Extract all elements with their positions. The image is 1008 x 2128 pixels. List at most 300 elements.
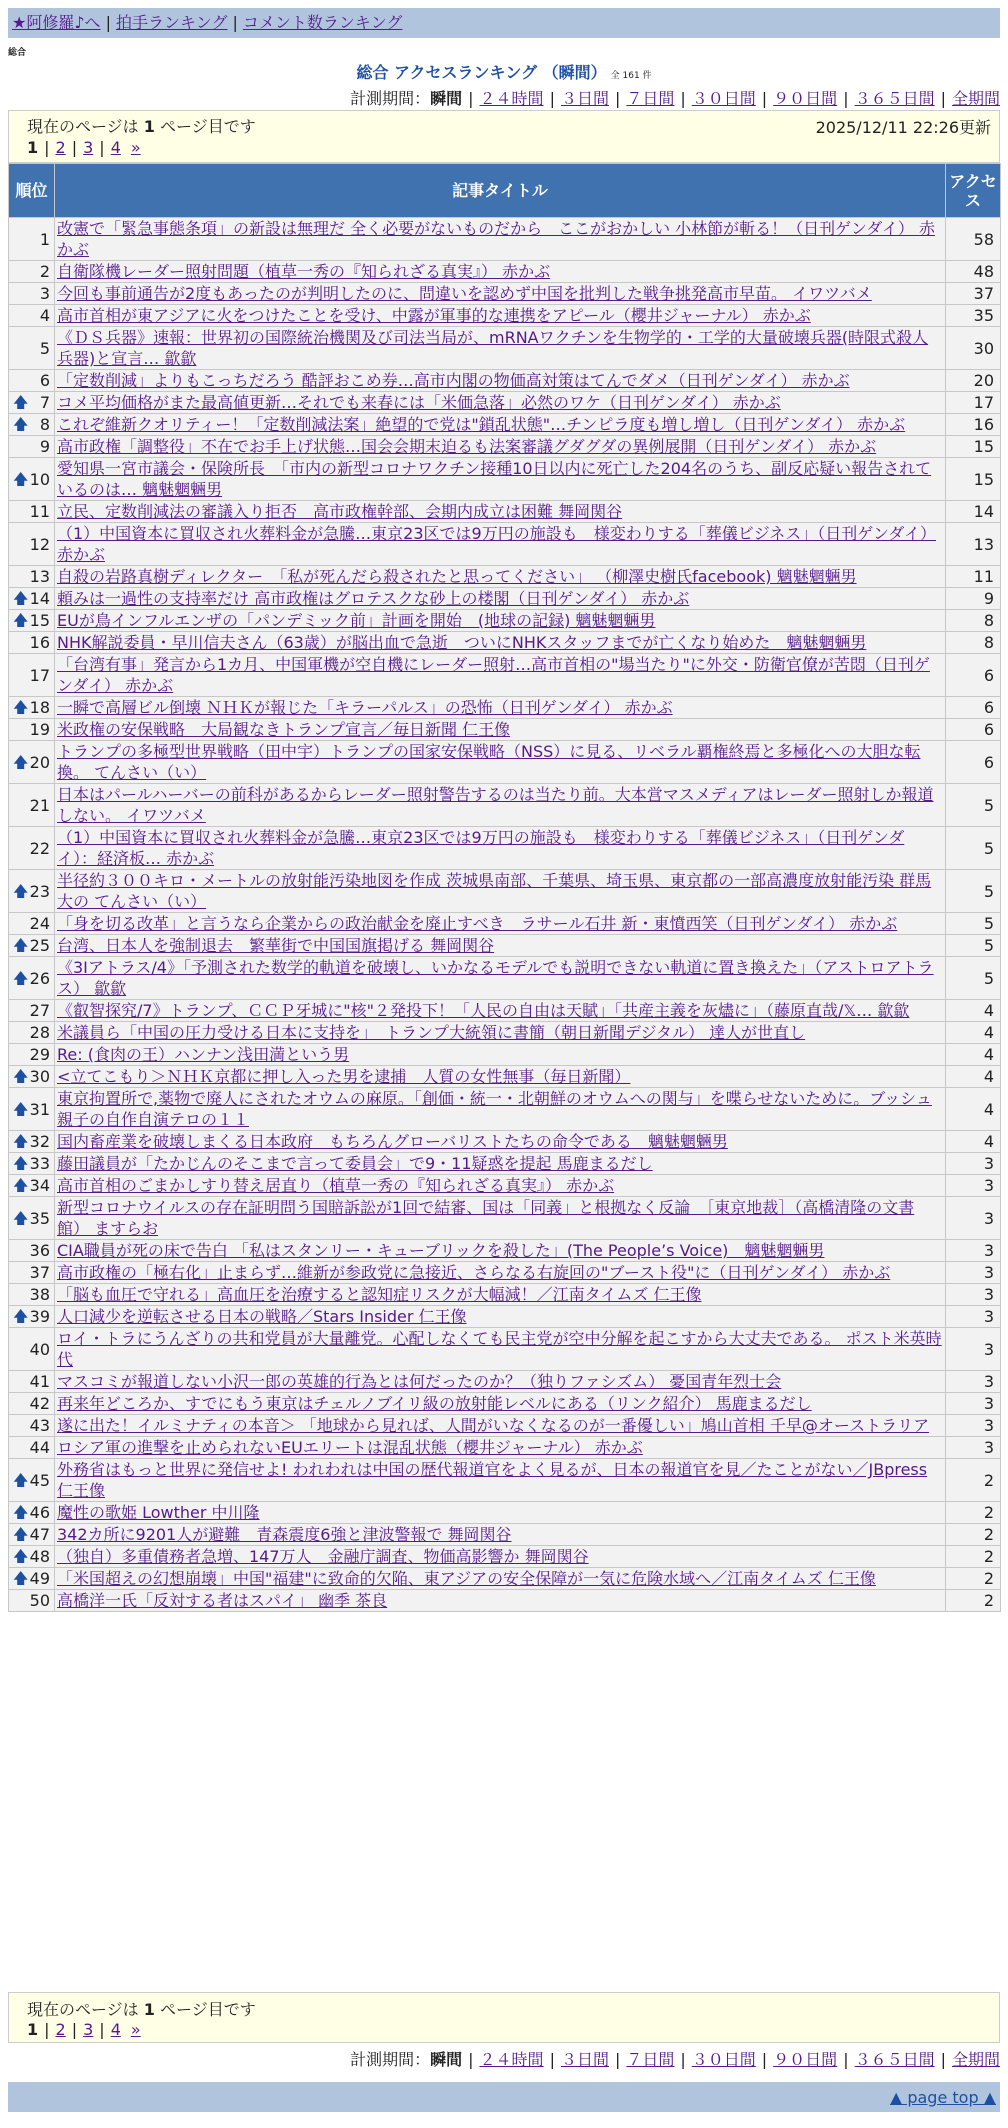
article-link[interactable]: 高市首相のごまかしすり替え居直り（植草一秀の『知られざる真実』） 赤かぶ — [57, 1176, 615, 1195]
rank-number: 35 — [29, 1208, 50, 1228]
access-count: 4 — [946, 1000, 1001, 1022]
access-count: 4 — [946, 1088, 1001, 1131]
article-link[interactable]: 「身を切る改革」と言うなら企業からの政治献金を廃止すべき ラサール石井 新・東憤西笑（日刊ゲンダイ） 赤かぶ — [57, 914, 898, 933]
article-link[interactable]: マスコミが報道しない小沢一郎の英雄的行為とは何だったのか？（独りファシズム） 憂国青年烈士会 — [57, 1372, 782, 1391]
period-7d[interactable]: ７日間 — [626, 2050, 675, 2069]
rank-number: 4 — [39, 306, 50, 325]
article-link[interactable]: 高橋洋一氏「反対する者はスパイ」 幽季 茶良 — [57, 1591, 388, 1610]
pager-page-4[interactable]: 4 — [110, 2020, 121, 2039]
rank-number: 30 — [29, 1067, 50, 1086]
page-info-box-top — [8, 110, 1000, 163]
table-row — [9, 305, 1001, 327]
rank-cell — [9, 436, 55, 458]
table-row — [9, 697, 1001, 719]
table-row — [9, 1568, 1001, 1590]
rank-up-arrow-icon: 🡅 — [13, 1547, 29, 1565]
article-link[interactable]: 高市政権の「極右化」止まらず…維新が参政党に急接近、さらなる右旋回の"ブースト役"に（日刊ゲンダイ） 赤かぶ — [57, 1263, 891, 1282]
pager-page-2[interactable]: 2 — [55, 2020, 66, 2039]
rank-number: 9 — [39, 437, 50, 456]
rank-cell — [9, 1590, 55, 1612]
title-cell — [55, 1415, 946, 1437]
table-row — [9, 741, 1001, 784]
rank-up-arrow-icon: 🡅 — [13, 752, 29, 771]
period-7d[interactable]: ７日間 — [626, 89, 675, 108]
ranking-table — [8, 163, 1001, 1612]
access-count: 8 — [946, 610, 1001, 632]
rank-number: 1 — [39, 229, 50, 249]
nav-link-asyura[interactable]: ★阿修羅♪へ — [12, 13, 101, 32]
rank-up-arrow-icon: 🡅 — [13, 968, 29, 987]
title-cell — [55, 913, 946, 935]
period-90d[interactable]: ９０日間 — [773, 89, 838, 108]
article-link[interactable]: 新型コロナウイルスの存在証明問う国賠訴訟が1回で結審、国は「同義」と根拠なく反論 ［東京地裁］（高橋清隆の文書館） ますらお — [57, 1198, 915, 1238]
rank-cell — [9, 1197, 55, 1240]
pager-page-3[interactable]: 3 — [83, 138, 94, 157]
article-link[interactable]: （1）中国資本に買収され火葬料金が急騰…東京23区では9万円の施設も 様変わりする「葬儀ビジネス」（日刊ゲンダイ） 赤かぶ — [57, 524, 936, 564]
rank-cell — [9, 588, 55, 610]
access-count: 5 — [946, 957, 1001, 1000]
access-count: 5 — [946, 784, 1001, 827]
title-cell — [55, 784, 946, 827]
table-row — [9, 957, 1001, 1000]
rank-cell — [9, 392, 55, 414]
period-24h[interactable]: ２４時間 — [479, 89, 544, 108]
nav-link-comment-ranking[interactable]: コメント数ランキング — [242, 13, 403, 32]
rank-up-arrow-icon: 🡅 — [13, 393, 29, 411]
article-link[interactable]: トランプの多極型世界戦略（田中宇）トランプの国家安保戦略（NSS）に見る、リベラル覇権終焉と多極化への大胆な転換。 てんさい（い） — [57, 742, 921, 782]
rank-cell — [9, 1415, 55, 1437]
article-link[interactable]: NHK解説委員・早川信夫さん（63歳）が脳出血で急逝 ついにNHKスタッフまでが亡くなり始めた 魑魅魍魎男 — [57, 633, 867, 652]
rank-up-arrow-icon: 🡅 — [13, 469, 29, 488]
rank-number: 40 — [29, 1339, 50, 1359]
rank-up-arrow-icon: 🡅 — [13, 415, 29, 433]
table-row — [9, 218, 1001, 261]
rank-cell — [9, 1088, 55, 1131]
rank-up-arrow-icon: 🡅 — [13, 698, 29, 716]
period-current: 瞬間 — [430, 89, 463, 108]
article-link[interactable]: 今回も事前通告が2度もあったのが判明したのに、問違いを認めず中国を批判した戦争挑発高市早苗。 イワツバメ — [57, 284, 872, 303]
table-row — [9, 1393, 1001, 1415]
rank-number: 45 — [29, 1470, 50, 1490]
article-link[interactable]: 《3Iアトラス/4》「予測された数学的軌道を破壊し、いかなるモデルでも説明できない軌道に置き換えた」（アストロアトラス） 歙歙 — [57, 958, 934, 998]
access-count: 9 — [946, 588, 1001, 610]
rank-number: 7 — [39, 393, 50, 412]
title-cell — [55, 1328, 946, 1371]
article-link[interactable]: 日本はパールハーバーの前科があるからレーダー照射警告するのは当たり前。大本営マスメディアはレーダー照射しか報道しない。 イワツバメ — [57, 785, 934, 825]
rank-number: 28 — [29, 1023, 50, 1042]
rank-cell — [9, 870, 55, 913]
title-cell — [55, 1393, 946, 1415]
rank-cell — [9, 370, 55, 392]
period-30d[interactable]: ３０日間 — [691, 89, 756, 108]
rank-number: 10 — [29, 469, 50, 489]
article-link[interactable]: 「脳も血圧で守れる」高血圧を治療すると認知症リスクが大幅減！／江南タイムズ 仁王像 — [57, 1285, 702, 1304]
rank-cell — [9, 1044, 55, 1066]
access-count: 4 — [946, 1131, 1001, 1153]
article-link[interactable]: 遂に出た！イルミナティの本音＞ 「地球から見れば、人間がいなくなるのが一番優しい」鳩山首相 千早@オーストラリア — [57, 1416, 930, 1435]
article-link[interactable]: <立てこもり＞ＮＨＫ京都に押し入った男を逮捕 人質の女性無事（毎日新聞） — [57, 1067, 631, 1086]
rank-up-arrow-icon: 🡅 — [13, 1154, 29, 1172]
article-link[interactable]: 「米国超えの幻想崩壊」中国"福建"に致命的欠陥、東アジアの安全保障が一気に危険水域へ／江南タイムズ 仁王像 — [57, 1569, 876, 1588]
title-cell — [55, 436, 946, 458]
period-all[interactable]: 全期間 — [951, 89, 1000, 108]
pager-top: 1 | 2 | 3 | 4 » — [27, 138, 141, 157]
rank-cell — [9, 1153, 55, 1175]
article-link[interactable]: 一瞬で高層ビル倒壊 ＮＨＫが報じた「キラーパルス」の恐怖（日刊ゲンダイ） 赤かぶ — [57, 698, 673, 717]
access-count: 3 — [946, 1393, 1001, 1415]
rank-cell — [9, 1262, 55, 1284]
period-selector-top: 計測期間：瞬間 | ２４時間 | ３日間 | ７日間 | ３０日間 | ９０日間 | ３６５日間 | 全期間 — [350, 89, 1000, 108]
title-cell — [55, 414, 946, 436]
table-row — [9, 370, 1001, 392]
rank-cell — [9, 741, 55, 784]
article-link[interactable]: 《ＤＳ兵器》速報：世界初の国際統治機関及び司法当局が、mRNAワクチンを生物学的・工学的大量破壊兵器(時限式殺人兵器)と宣言… 歙歙 — [57, 328, 929, 368]
rank-cell — [9, 1568, 55, 1590]
period-365d[interactable]: ３６５日間 — [854, 2050, 935, 2069]
rank-number: 16 — [29, 633, 50, 652]
total-count: 全 161 件 — [610, 71, 652, 81]
access-count: 4 — [946, 1044, 1001, 1066]
title-cell — [55, 1197, 946, 1240]
rank-cell — [9, 1175, 55, 1197]
pager-page-3[interactable]: 3 — [83, 2020, 94, 2039]
access-count: 2 — [946, 1546, 1001, 1568]
access-count: 3 — [946, 1328, 1001, 1371]
rank-up-arrow-icon: 🡅 — [13, 1503, 29, 1521]
rank-number: 27 — [29, 1001, 50, 1020]
article-link[interactable]: CIA職員が死の床で告白 「私はスタンリー・キューブリックを殺した」(The People’s Voice) 魑魅魍魎男 — [57, 1241, 825, 1260]
rank-cell — [9, 1306, 55, 1328]
rank-up-arrow-icon: 🡅 — [13, 1099, 29, 1118]
access-count: 6 — [946, 741, 1001, 784]
period-90d[interactable]: ９０日間 — [773, 2050, 838, 2069]
table-row — [9, 1153, 1001, 1175]
rank-up-arrow-icon: 🡅 — [13, 611, 29, 629]
table-row — [9, 1044, 1001, 1066]
period-all[interactable]: 全期間 — [951, 2050, 1000, 2069]
access-count: 2 — [946, 1459, 1001, 1502]
rank-number: 26 — [29, 968, 50, 988]
rank-number: 25 — [29, 936, 50, 955]
rank-up-arrow-icon: 🡅 — [13, 1067, 29, 1085]
nav-separator: | — [232, 13, 238, 32]
access-count: 3 — [946, 1306, 1001, 1328]
category-label: 総合 — [8, 48, 27, 58]
title-cell — [55, 566, 946, 588]
access-count: 58 — [946, 218, 1001, 261]
title-cell — [55, 1437, 946, 1459]
title-cell — [55, 1459, 946, 1502]
access-count: 4 — [946, 1022, 1001, 1044]
article-link[interactable]: 米政権の安保戦略 大局観なきトランプ宣言／毎日新聞 仁王像 — [57, 720, 511, 739]
article-link[interactable]: 米議員ら「中国の圧力受ける日本に支持を」 トランプ大統領に書簡（朝日新聞デジタル） 達人が世直し — [57, 1023, 806, 1042]
rank-cell — [9, 935, 55, 957]
access-count: 15 — [946, 458, 1001, 501]
rank-number: 39 — [29, 1307, 50, 1326]
access-count: 8 — [946, 632, 1001, 654]
period-365d[interactable]: ３６５日間 — [854, 89, 935, 108]
period-3d[interactable]: ３日間 — [560, 89, 609, 108]
top-nav-bar — [8, 8, 1000, 38]
pager-page-4[interactable]: 4 — [110, 138, 121, 157]
title-cell — [55, 1175, 946, 1197]
article-link[interactable]: 人口減少を逆転させる日本の戦略／Stars Insider 仁王像 — [57, 1307, 467, 1326]
access-count: 30 — [946, 327, 1001, 370]
rank-number: 3 — [39, 284, 50, 303]
article-link[interactable]: 342カ所に9201人が避難 青森震度6強と津波警報で 舞岡関谷 — [57, 1525, 512, 1544]
title-cell — [55, 957, 946, 1000]
article-link[interactable]: 自衛隊機レーダー照射問題（植草一秀の『知られざる真実』） 赤かぶ — [57, 262, 551, 281]
rank-cell — [9, 784, 55, 827]
table-row — [9, 1437, 1001, 1459]
table-row — [9, 566, 1001, 588]
access-count: 5 — [946, 870, 1001, 913]
article-link[interactable]: 立民、定数削減法の審議入り拒否 高市政権幹部、会期内成立は困難 舞岡関谷 — [57, 502, 623, 521]
table-row — [9, 1306, 1001, 1328]
rank-number: 31 — [29, 1099, 50, 1119]
rank-up-arrow-icon: 🡅 — [13, 1307, 29, 1325]
title-cell — [55, 392, 946, 414]
rank-number: 37 — [29, 1263, 50, 1282]
rank-number: 33 — [29, 1154, 50, 1173]
title-cell — [55, 588, 946, 610]
article-link[interactable]: 頼みは一過性の支持率だけ 高市政権はグロテスクな砂上の楼閣（日刊ゲンダイ） 赤かぶ — [57, 589, 690, 608]
rank-cell — [9, 1328, 55, 1371]
rank-up-arrow-icon: 🡅 — [13, 881, 29, 900]
rank-up-arrow-icon: 🡅 — [13, 1132, 29, 1150]
table-row — [9, 261, 1001, 283]
article-link[interactable]: 藤田議員が「たかじんのそこまで言って委員会」で9・11疑惑を提起 馬鹿まるだし — [57, 1154, 653, 1173]
title-cell — [55, 523, 946, 566]
article-link[interactable]: ロイ・トラにうんざりの共和党員が大量離党。心配しなくても民主党が空中分解を起こすから大丈夫である。 ポスト米英時代 — [57, 1329, 942, 1369]
access-count: 15 — [946, 436, 1001, 458]
title-cell — [55, 610, 946, 632]
table-row — [9, 1088, 1001, 1131]
access-count: 48 — [946, 261, 1001, 283]
article-link[interactable]: 外務省はもっと世界に発信せよ! われわれは中国の歴代報道官をよく見るが、日本の報道官を見／たことがない／JBpress 仁王像 — [57, 1460, 928, 1500]
table-row — [9, 458, 1001, 501]
rank-number: 48 — [29, 1547, 50, 1566]
table-row — [9, 1000, 1001, 1022]
article-link[interactable]: これぞ維新クオリティー！「定数削減法案」絶望的で党は"鎖乱状態"…チンピラ度も増し増し（日刊ゲンダイ） 赤かぶ — [57, 415, 906, 434]
title-cell — [55, 1066, 946, 1088]
access-count: 6 — [946, 719, 1001, 741]
table-row — [9, 327, 1001, 370]
table-row — [9, 1546, 1001, 1568]
title-cell — [55, 741, 946, 784]
rank-cell — [9, 1066, 55, 1088]
rank-number: 46 — [29, 1503, 50, 1522]
article-link[interactable]: 半径約３００キロ・メートルの放射能汚染地図を作成 茨城県南部、千葉県、埼玉県、東京都の一部高濃度放射能汚染 群馬大の てんさい（い） — [57, 871, 932, 911]
rank-number: 13 — [29, 567, 50, 586]
rank-cell — [9, 1131, 55, 1153]
bottom-bar — [8, 2082, 1000, 2112]
title-cell — [55, 1546, 946, 1568]
page-top-link[interactable]: ▲ page top ▲ — [889, 2088, 996, 2107]
header-rank: 順位 — [9, 164, 55, 218]
table-row — [9, 784, 1001, 827]
table-row — [9, 827, 1001, 870]
period-3d[interactable]: ３日間 — [560, 2050, 609, 2069]
rank-up-arrow-icon: 🡅 — [13, 1176, 29, 1194]
article-link[interactable]: 台湾、日本人を強制退去 繁華街で中国国旗掲げる 舞岡関谷 — [57, 936, 495, 955]
rank-number: 49 — [29, 1569, 50, 1588]
table-row — [9, 632, 1001, 654]
rank-cell — [9, 1437, 55, 1459]
rank-number: 38 — [29, 1285, 50, 1304]
rank-cell — [9, 261, 55, 283]
rank-cell — [9, 1000, 55, 1022]
access-count: 35 — [946, 305, 1001, 327]
rank-number: 19 — [29, 720, 50, 739]
pager-next[interactable]: » — [130, 138, 141, 157]
article-link[interactable]: 「定数削減」よりもこっちだろう 酷評おこめ券…高市内閣の物価高対策はてんでダメ（日刊ゲンダイ） 赤かぶ — [57, 371, 850, 390]
rank-cell — [9, 632, 55, 654]
access-count: 3 — [946, 1284, 1001, 1306]
rank-cell — [9, 327, 55, 370]
page-title-text: 総合 アクセスランキング （瞬間） — [356, 63, 607, 82]
rank-number: 32 — [29, 1132, 50, 1151]
rank-number: 50 — [29, 1591, 50, 1610]
rank-number: 23 — [29, 881, 50, 901]
article-link[interactable]: 高市政権「調整役」不在でお手上げ状態…国会会期末迫るも法案審議グダグダの異例展開（日刊ゲンダイ） 赤かぶ — [57, 437, 877, 456]
title-cell — [55, 1153, 946, 1175]
article-link[interactable]: ロシア軍の進撃を止められないEUエリートは混乱状態（櫻井ジャーナル） 赤かぶ — [57, 1438, 643, 1457]
access-count: 37 — [946, 283, 1001, 305]
table-row — [9, 719, 1001, 741]
article-link[interactable]: 高市首相が東アジアに火をつけたことを受け、中露が軍事的な連携をアピール（櫻井ジャーナル） 赤かぶ — [57, 306, 811, 325]
rank-cell — [9, 458, 55, 501]
rank-number: 20 — [29, 752, 50, 772]
rank-number: 41 — [29, 1372, 50, 1391]
article-link[interactable]: 自殺の岩路真樹ディレクター 「私が死んだら殺されたと思ってください」 （柳澤史樹氏facebook) 魑魅魍魎男 — [57, 567, 857, 586]
period-24h[interactable]: ２４時間 — [479, 2050, 544, 2069]
page-info: 現在のページは 1 ページ目です — [27, 117, 256, 136]
article-link[interactable]: 東京拘置所で,薬物で廃人にされたオウムの麻原。「創価・統一・北朝鮮のオウムへの関与」を喋らせないために。ブッシュ親子の自作自演テロの１１ — [57, 1089, 932, 1129]
period-30d[interactable]: ３０日間 — [691, 2050, 756, 2069]
rank-number: 11 — [29, 502, 50, 521]
rank-cell — [9, 697, 55, 719]
article-link[interactable]: 「台湾有事」発言から1カ月、中国軍機が空自機にレーダー照射…高市首相の"場当たり"に外交・防衛官僚が苦悶（日刊ゲンダイ） 赤かぶ — [57, 655, 930, 695]
rank-cell — [9, 501, 55, 523]
title-cell — [55, 1524, 946, 1546]
page-info-bottom: 現在のページは 1 ページ目です — [27, 2000, 256, 2019]
table-header-row — [9, 164, 1001, 218]
rank-number: 12 — [29, 534, 50, 554]
rank-number: 43 — [29, 1416, 50, 1435]
pager-next[interactable]: » — [130, 2020, 141, 2039]
article-link[interactable]: 愛知県一宮市議会・保険所長 「市内の新型コロナワクチン接種10日以内に死亡した204名のうち、副反応疑い報告されているのは… 魑魅魍魎男 — [57, 459, 932, 499]
table-row — [9, 1284, 1001, 1306]
title-cell — [55, 1088, 946, 1131]
table-row — [9, 1240, 1001, 1262]
rank-up-arrow-icon: 🡅 — [13, 1569, 29, 1587]
article-link[interactable]: Re: (食肉の王）ハンナン浅田満という男 — [57, 1045, 350, 1064]
period-label: 計測期間： — [350, 89, 431, 108]
updated-timestamp: 2025/12/11 22:26更新 — [815, 118, 991, 137]
rank-cell — [9, 1546, 55, 1568]
article-link[interactable]: 改憲で「緊急事態条項」の新設は無理だ 全く必要がないものだから ここがおかしい 小林節が斬る！（日刊ゲンダイ） 赤かぶ — [57, 219, 935, 259]
access-count: 6 — [946, 697, 1001, 719]
article-link[interactable]: EUが鳥インフルエンザの「パンデミック前」計画を開始 (地球の記録) 魑魅魍魎男 — [57, 611, 656, 630]
title-cell — [55, 632, 946, 654]
rank-cell — [9, 654, 55, 697]
rank-cell — [9, 1502, 55, 1524]
table-row — [9, 501, 1001, 523]
article-link[interactable]: （独自）多重債務者急増、147万人 金融庁調査、物価高影響か 舞岡関谷 — [57, 1547, 589, 1566]
access-count: 2 — [946, 1590, 1001, 1612]
rank-cell — [9, 719, 55, 741]
rank-cell — [9, 283, 55, 305]
table-row — [9, 1175, 1001, 1197]
title-cell — [55, 1000, 946, 1022]
access-count: 6 — [946, 654, 1001, 697]
access-count: 13 — [946, 523, 1001, 566]
access-count: 3 — [946, 1415, 1001, 1437]
nav-separator: | — [105, 13, 111, 32]
rank-cell — [9, 414, 55, 436]
title-cell — [55, 1568, 946, 1590]
period-current: 瞬間 — [430, 2050, 463, 2069]
access-count: 14 — [946, 501, 1001, 523]
table-row — [9, 283, 1001, 305]
header-access: アクセス — [946, 164, 1001, 218]
table-row — [9, 1131, 1001, 1153]
title-cell — [55, 1590, 946, 1612]
title-cell — [55, 1240, 946, 1262]
article-link[interactable]: 再来年どころか、すでにもう東京はチェルノブイリ級の放射能レベルにある（リンク紹介） 馬鹿まるだし — [57, 1394, 812, 1413]
article-link[interactable]: （1）中国資本に買収され火葬料金が急騰…東京23区では9万円の施設も 様変わりする「葬儀ビジネス」（日刊ゲンダイ）：経済板… 赤かぶ — [57, 828, 905, 868]
table-row — [9, 610, 1001, 632]
rank-number: 5 — [39, 338, 50, 358]
access-count: 4 — [946, 1066, 1001, 1088]
rank-cell — [9, 957, 55, 1000]
pager-page-2[interactable]: 2 — [55, 138, 66, 157]
rank-number: 42 — [29, 1394, 50, 1413]
table-row — [9, 1197, 1001, 1240]
access-count: 5 — [946, 935, 1001, 957]
access-count: 3 — [946, 1240, 1001, 1262]
table-row — [9, 1066, 1001, 1088]
rank-number: 8 — [39, 415, 50, 434]
title-cell — [55, 327, 946, 370]
rank-cell — [9, 1240, 55, 1262]
title-cell — [55, 501, 946, 523]
table-row — [9, 1022, 1001, 1044]
rank-cell — [9, 566, 55, 588]
title-cell — [55, 261, 946, 283]
rank-up-arrow-icon: 🡅 — [13, 1208, 29, 1227]
access-count: 11 — [946, 566, 1001, 588]
title-cell — [55, 1131, 946, 1153]
article-link[interactable]: 国内畜産業を破壊しまくる日本政府 もちろんグローバリストたちの命令である 魑魅魍魎男 — [57, 1132, 728, 1151]
rank-cell — [9, 1284, 55, 1306]
rank-number: 21 — [29, 795, 50, 815]
rank-number: 34 — [29, 1176, 50, 1195]
rank-cell — [9, 827, 55, 870]
rank-up-arrow-icon: 🡅 — [13, 936, 29, 954]
access-count: 2 — [946, 1524, 1001, 1546]
table-row — [9, 1459, 1001, 1502]
access-count: 5 — [946, 913, 1001, 935]
article-link[interactable]: 《叡智探究/7》トランプ、ＣＣＰ牙城に"核"２発投下！「人民の自由は天賦」「共産主義を灰燼に」（藤原直哉/𝕏… 歙歙 — [57, 1001, 910, 1020]
access-count: 2 — [946, 1502, 1001, 1524]
nav-link-applause-ranking[interactable]: 拍手ランキング — [115, 13, 228, 32]
header-title: 記事タイトル — [55, 164, 946, 218]
title-cell — [55, 1306, 946, 1328]
article-link[interactable]: コメ平均価格がまた最高値更新…それでも来春には「米価急落」必然のワケ（日刊ゲンダイ） 赤かぶ — [57, 393, 781, 412]
article-link[interactable]: 魔性の歌姫 Lowther 中川隆 — [57, 1503, 260, 1522]
